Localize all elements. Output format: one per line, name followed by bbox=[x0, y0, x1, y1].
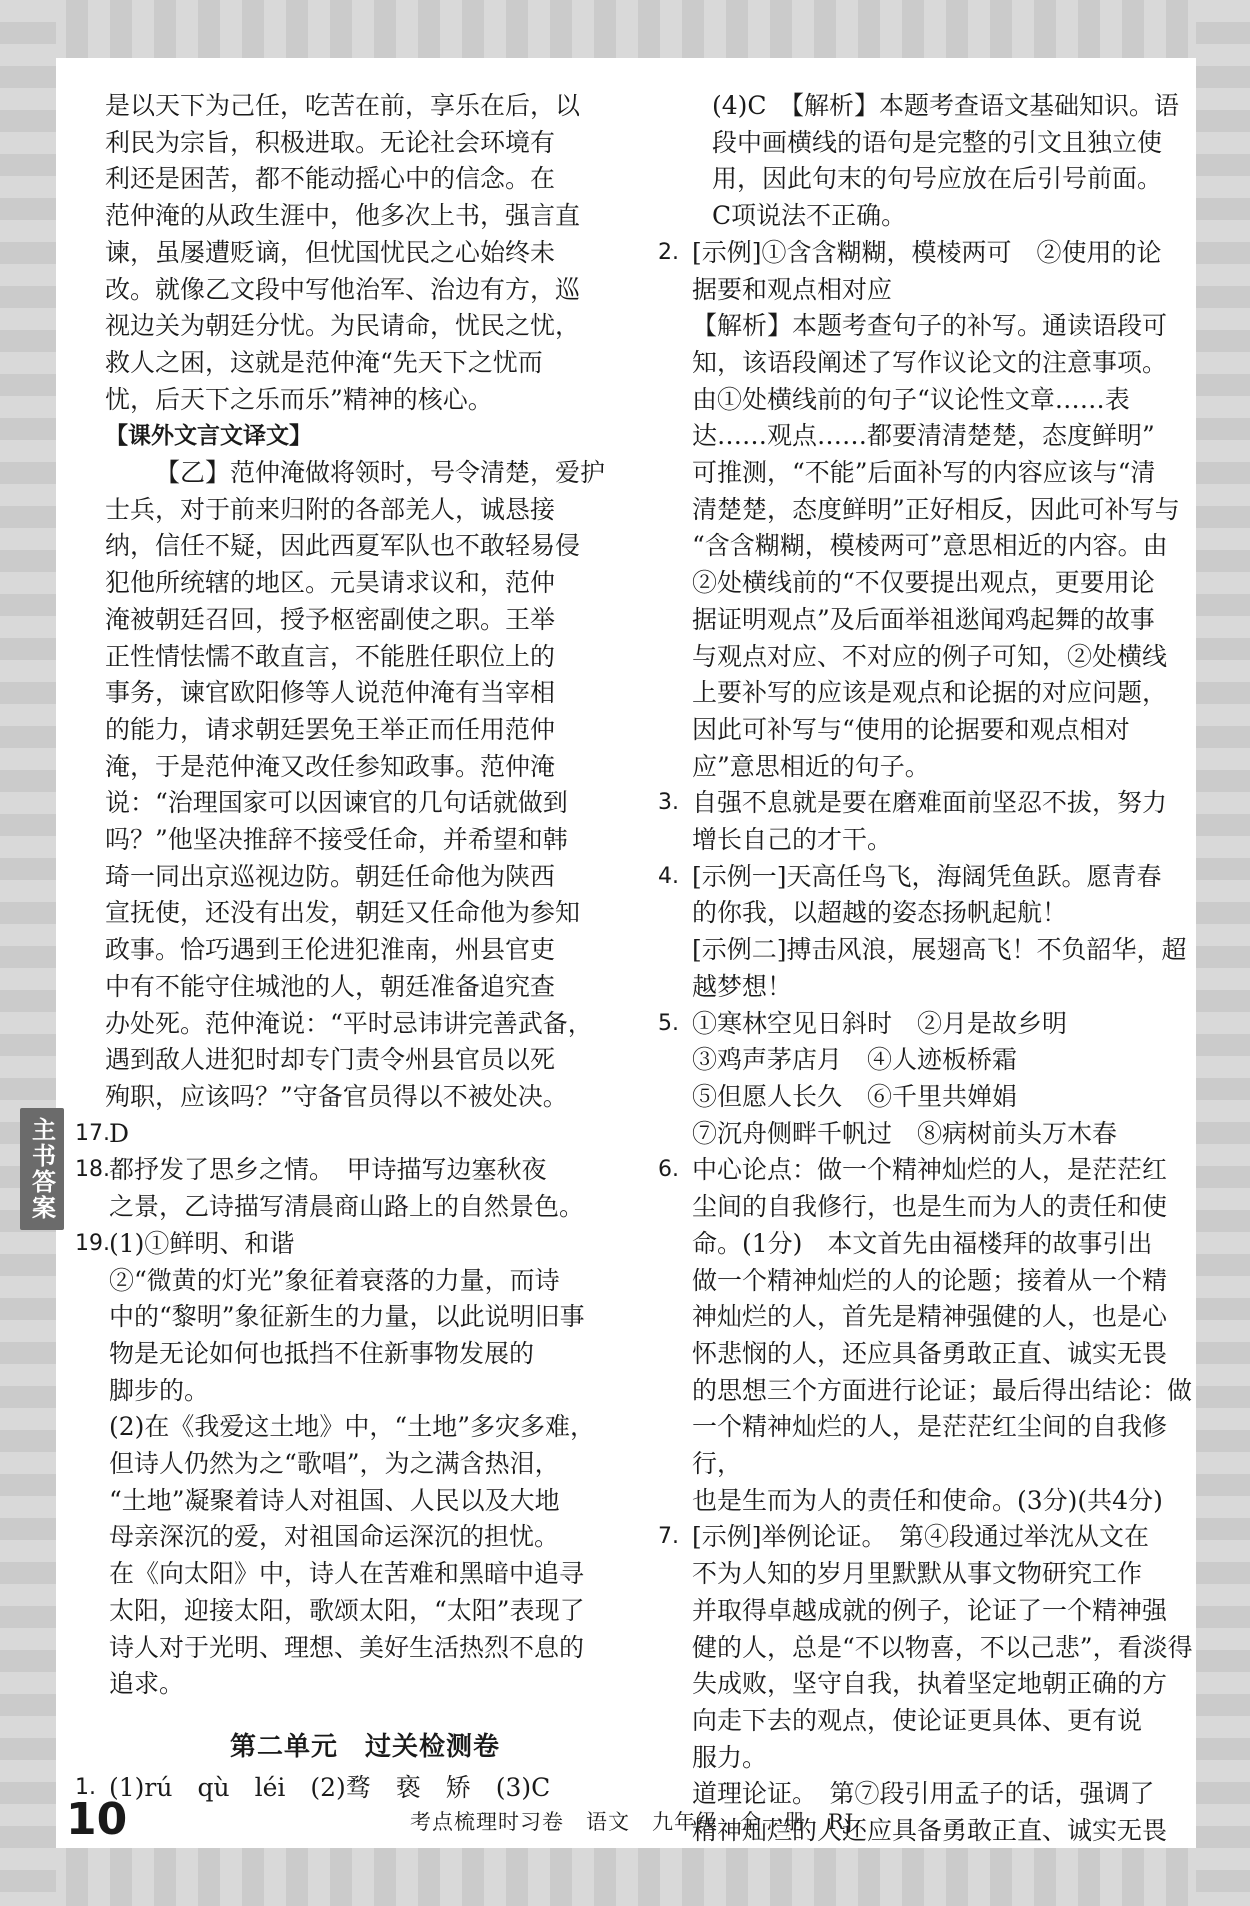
text-line: (4)C 【解析】本题考查语文基础知识。语 bbox=[712, 91, 1180, 120]
text-line: [示例一]天高任鸟飞，海阔凭鱼跃。愿青春 bbox=[692, 861, 1162, 891]
text-line: 视边关为朝廷分忧。为民请命，忧民之忧， bbox=[105, 311, 581, 341]
text-line: 太阳，迎接太阳，歌颂太阳，“太阳”表现了 bbox=[109, 1595, 585, 1625]
text-line: ②“微黄的灯光”象征着衰落的力量，而诗 bbox=[109, 1265, 560, 1295]
text-line: 可推测，“不能”后面补写的内容应该与“清 bbox=[692, 458, 1156, 488]
translation-body bbox=[105, 455, 625, 1116]
text-line: 犯他所统辖的地区。元昊请求议和，范仲 bbox=[105, 568, 556, 598]
text-line: 追求。 bbox=[109, 1669, 185, 1699]
text-line: 据要和观点相对应 bbox=[692, 274, 893, 304]
question-number: 18. bbox=[75, 1157, 110, 1183]
text-line: 的能力，请求朝廷罢免王举正而任用范仲 bbox=[105, 714, 556, 744]
text-line: 利还是困苦，都不能动摇心中的信念。在 bbox=[105, 164, 556, 194]
text-line: 上要补写的应该是观点和论据的对应问题， bbox=[692, 678, 1168, 708]
text-line: 遇到敌人进犯时却专门责令州县官员以死 bbox=[105, 1045, 556, 1075]
question-number: 19. bbox=[75, 1230, 110, 1256]
text-line: 据证明观点”及后面举祖逖闻鸡起舞的故事 bbox=[692, 604, 1155, 634]
text-line: 政事。恰巧遇到王伦进犯淮南，州县官吏 bbox=[105, 935, 556, 965]
text-line: 精神灿烂的人还应具备勇敢正直、诚实无畏 bbox=[692, 1816, 1168, 1846]
answer-2 bbox=[658, 235, 1193, 786]
text-line: 物是无论如何也抵挡不住新事物发展的 bbox=[109, 1338, 535, 1368]
text-line: 吗？”他坚决推辞不接受任命，并希望和韩 bbox=[105, 825, 568, 855]
text-line: [示例二]搏击风浪，展翅高飞！不负韶华，超 bbox=[692, 935, 1187, 965]
text-line: 由①处横线前的句子“议论性文章……表 bbox=[692, 384, 1130, 414]
answer-1-continued bbox=[688, 88, 1193, 235]
side-tab-label: 主书答案 bbox=[20, 1108, 64, 1230]
answer-7 bbox=[658, 1519, 1193, 1849]
text-line: ⑤但愿人长久 ⑥千里共婵娟 bbox=[692, 1081, 1018, 1111]
text-line: 与观点对应、不对应的例子可知，②处横线 bbox=[692, 641, 1168, 671]
text-line: ①寒林空见日斜时 ②月是故乡明 bbox=[692, 1008, 1068, 1038]
answer-6 bbox=[658, 1152, 1193, 1519]
text-line: 中有不能守住城池的人，朝廷准备追究查 bbox=[105, 971, 556, 1001]
answer-17 bbox=[75, 1116, 625, 1153]
decorative-border-left bbox=[0, 0, 56, 1906]
answer-19 bbox=[75, 1226, 625, 1703]
text-line: 殉职，应该吗？”守备官员得以不被处决。 bbox=[105, 1081, 568, 1111]
text-line: 宣抚使，还没有出发，朝廷又任命他为参知 bbox=[105, 898, 581, 928]
text-line: 琦一同出京巡视边防。朝廷任命他为陕西 bbox=[105, 861, 556, 891]
text-line: 范仲淹的从政生涯中，他多次上书，强言直 bbox=[105, 201, 581, 231]
text-line: 谏，虽屡遭贬谪，但忧国忧民之心始终未 bbox=[105, 237, 556, 267]
answer-4 bbox=[658, 859, 1193, 1006]
answer-1 bbox=[75, 1770, 625, 1807]
text-line: 诗人对于光明、理想、美好生活热烈不息的 bbox=[109, 1632, 585, 1662]
text-line: 说：“治理国家可以因谏官的几句话就做到 bbox=[105, 788, 568, 818]
text-line: 中的“黎明”象征新生的力量，以此说明旧事 bbox=[109, 1302, 585, 1332]
text-line: 道理论证。 第⑦段引用孟子的话，强调了 bbox=[692, 1779, 1155, 1809]
text-line: (1)①鲜明、和谐 bbox=[109, 1228, 295, 1258]
text-line: 都抒发了思乡之情。 甲诗描写边塞秋夜 bbox=[109, 1155, 547, 1185]
text-line: 【乙】范仲淹做将领时，号令清楚，爱护 bbox=[155, 458, 606, 488]
text-line: 忧，后天下之乐而乐”精神的核心。 bbox=[105, 384, 493, 414]
text-line: C项说法不正确。 bbox=[712, 201, 907, 231]
text-line: [示例]举例论证。 第④段通过举沈从文在 bbox=[692, 1522, 1150, 1552]
text-line: 尘间的自我修行，也是生而为人的责任和使 bbox=[692, 1192, 1168, 1222]
decorative-border-bottom bbox=[0, 1848, 1250, 1906]
text-line: 利民为宗旨，积极进取。无论社会环境有 bbox=[105, 127, 556, 157]
text-line: 也是生而为人的责任和使命。(3分)(共4分) bbox=[692, 1485, 1163, 1515]
question-number: 2. bbox=[658, 239, 679, 265]
text-line: 的你我，以超越的姿态扬帆起航！ bbox=[692, 898, 1068, 928]
text-line: 中心论点：做一个精神灿烂的人，是茫茫红 bbox=[692, 1155, 1168, 1185]
answer-text: (1)rú qù léi (2)骛 亵 矫 (3)C bbox=[109, 1772, 551, 1802]
text-line: 清楚楚，态度鲜明”正好相反，因此可补写与 bbox=[692, 494, 1180, 524]
text-line: 母亲深沉的爱，对祖国命运深沉的担忧。 bbox=[109, 1522, 560, 1552]
question-number: 5. bbox=[658, 1010, 679, 1036]
text-line: 向走下去的观点，使论证更具体、更有说 bbox=[692, 1705, 1143, 1735]
text-line: 增长自己的才干。 bbox=[692, 825, 893, 855]
text-line: 纳，信任不疑，因此西夏军队也不敢轻易侵 bbox=[105, 531, 581, 561]
right-column bbox=[658, 88, 1193, 1850]
question-number: 7. bbox=[658, 1524, 679, 1550]
text-line: 并取得卓越成就的例子，论证了一个精神强 bbox=[692, 1595, 1168, 1625]
translation-heading: 【课外文言文译文】 bbox=[105, 423, 312, 450]
text-line: 在《向太阳》中，诗人在苦难和黑暗中追寻 bbox=[109, 1559, 585, 1589]
text-line: 命。(1分) 本文首先由福楼拜的故事引出 bbox=[692, 1228, 1153, 1258]
text-line: 知，该语段阐述了写作议论文的注意事项。 bbox=[692, 347, 1168, 377]
text-line: 的思想三个方面进行论证；最后得出结论：做 bbox=[692, 1375, 1193, 1405]
text-line: 事务，谏官欧阳修等人说范仲淹有当宰相 bbox=[105, 678, 556, 708]
text-line: 办处死。范仲淹说：“平时忌讳讲完善武备， bbox=[105, 1008, 593, 1038]
text-line: ⑦沉舟侧畔千帆过 ⑧病树前头万木春 bbox=[692, 1118, 1118, 1148]
text-line: 不为人知的岁月里默默从事文物研究工作 bbox=[692, 1559, 1143, 1589]
text-line: [示例]①含含糊糊，模棱两可 ②使用的论 bbox=[692, 237, 1162, 267]
text-line: 【解析】本题考查句子的补写。通读语段可 bbox=[692, 311, 1168, 341]
text-line: ②处横线前的“不仅要提出观点，更要用论 bbox=[692, 568, 1155, 598]
page-number: 10 bbox=[66, 1794, 128, 1845]
text-line: 脚步的。 bbox=[109, 1375, 210, 1405]
text-line: 达……观点……都要清清楚楚，态度鲜明” bbox=[692, 421, 1155, 451]
text-line: 失成败，坚守自我，执着坚定地朝正确的方 bbox=[692, 1669, 1168, 1699]
text-line: 健的人，总是“不以物喜，不以己悲”，看淡得 bbox=[692, 1632, 1193, 1662]
text-line: 士兵，对于前来归附的各部羌人，诚恳接 bbox=[105, 494, 556, 524]
question-number: 17. bbox=[75, 1120, 110, 1146]
text-line: 是以天下为己任，吃苦在前，享乐在后，以 bbox=[105, 91, 581, 120]
text-line: 正性情怯懦不敢直言，不能胜任职位上的 bbox=[105, 641, 556, 671]
text-line: 淹被朝廷召回，授予枢密副使之职。王举 bbox=[105, 604, 556, 634]
question-number: 6. bbox=[658, 1157, 679, 1183]
text-line: 淹，于是范仲淹又改任参知政事。范仲淹 bbox=[105, 751, 556, 781]
unit-title: 第二单元 过关检测卷 bbox=[229, 1731, 500, 1762]
text-line: 之景，乙诗描写清晨商山路上的自然景色。 bbox=[109, 1192, 585, 1222]
text-line: “土地”凝聚着诗人对祖国、人民以及大地 bbox=[109, 1485, 560, 1515]
answer-3 bbox=[658, 785, 1193, 858]
question-number: 1. bbox=[75, 1774, 96, 1800]
text-line: 服力。 bbox=[692, 1742, 768, 1772]
text-line: 应”意思相近的句子。 bbox=[692, 751, 930, 781]
text-line: 做一个精神灿烂的人的论题；接着从一个精 bbox=[692, 1265, 1168, 1295]
left-column bbox=[75, 88, 625, 1806]
decorative-border-right bbox=[1196, 0, 1250, 1906]
text-line: 越梦想！ bbox=[692, 971, 793, 1001]
text-line: 神灿烂的人，首先是精神强健的人，也是心 bbox=[692, 1302, 1168, 1332]
analysis-continued bbox=[105, 88, 625, 418]
text-line: 一个精神灿烂的人，是茫茫红尘间的自我修行， bbox=[692, 1412, 1168, 1479]
decorative-border-top bbox=[0, 0, 1250, 58]
text-line: 改。就像乙文段中写他治军、治边有方，巡 bbox=[105, 274, 581, 304]
footer-text: 考点梳理时习卷 语文 九年级 全一册 RJ bbox=[410, 1810, 855, 1834]
answer-18 bbox=[75, 1152, 625, 1225]
question-number: 3. bbox=[658, 790, 679, 816]
text-line: 用，因此句末的句号应放在后引号前面。 bbox=[712, 164, 1163, 194]
text-line: 救人之困，这就是范仲淹“先天下之忧而 bbox=[105, 347, 543, 377]
text-line: “含含糊糊，模棱两可”意思相近的内容。由 bbox=[692, 531, 1168, 561]
answer-text: D bbox=[109, 1118, 130, 1148]
question-number: 4. bbox=[658, 863, 679, 889]
text-line: 自强不息就是要在磨难面前坚忍不拔，努力 bbox=[692, 788, 1168, 818]
answer-5 bbox=[658, 1006, 1193, 1153]
text-line: ③鸡声茅店月 ④人迹板桥霜 bbox=[692, 1045, 1018, 1075]
text-line: 因此可补写与“使用的论据要和观点相对 bbox=[692, 714, 1130, 744]
text-line: 但诗人仍然为之“歌唱”，为之满含热泪， bbox=[109, 1449, 560, 1479]
text-line: 段中画横线的语句是完整的引文且独立使 bbox=[712, 127, 1163, 157]
text-line: (2)在《我爱这土地》中，“土地”多灾多难， bbox=[109, 1412, 595, 1442]
text-line: 怀悲悯的人，还应具备勇敢正直、诚实无畏 bbox=[692, 1338, 1168, 1368]
